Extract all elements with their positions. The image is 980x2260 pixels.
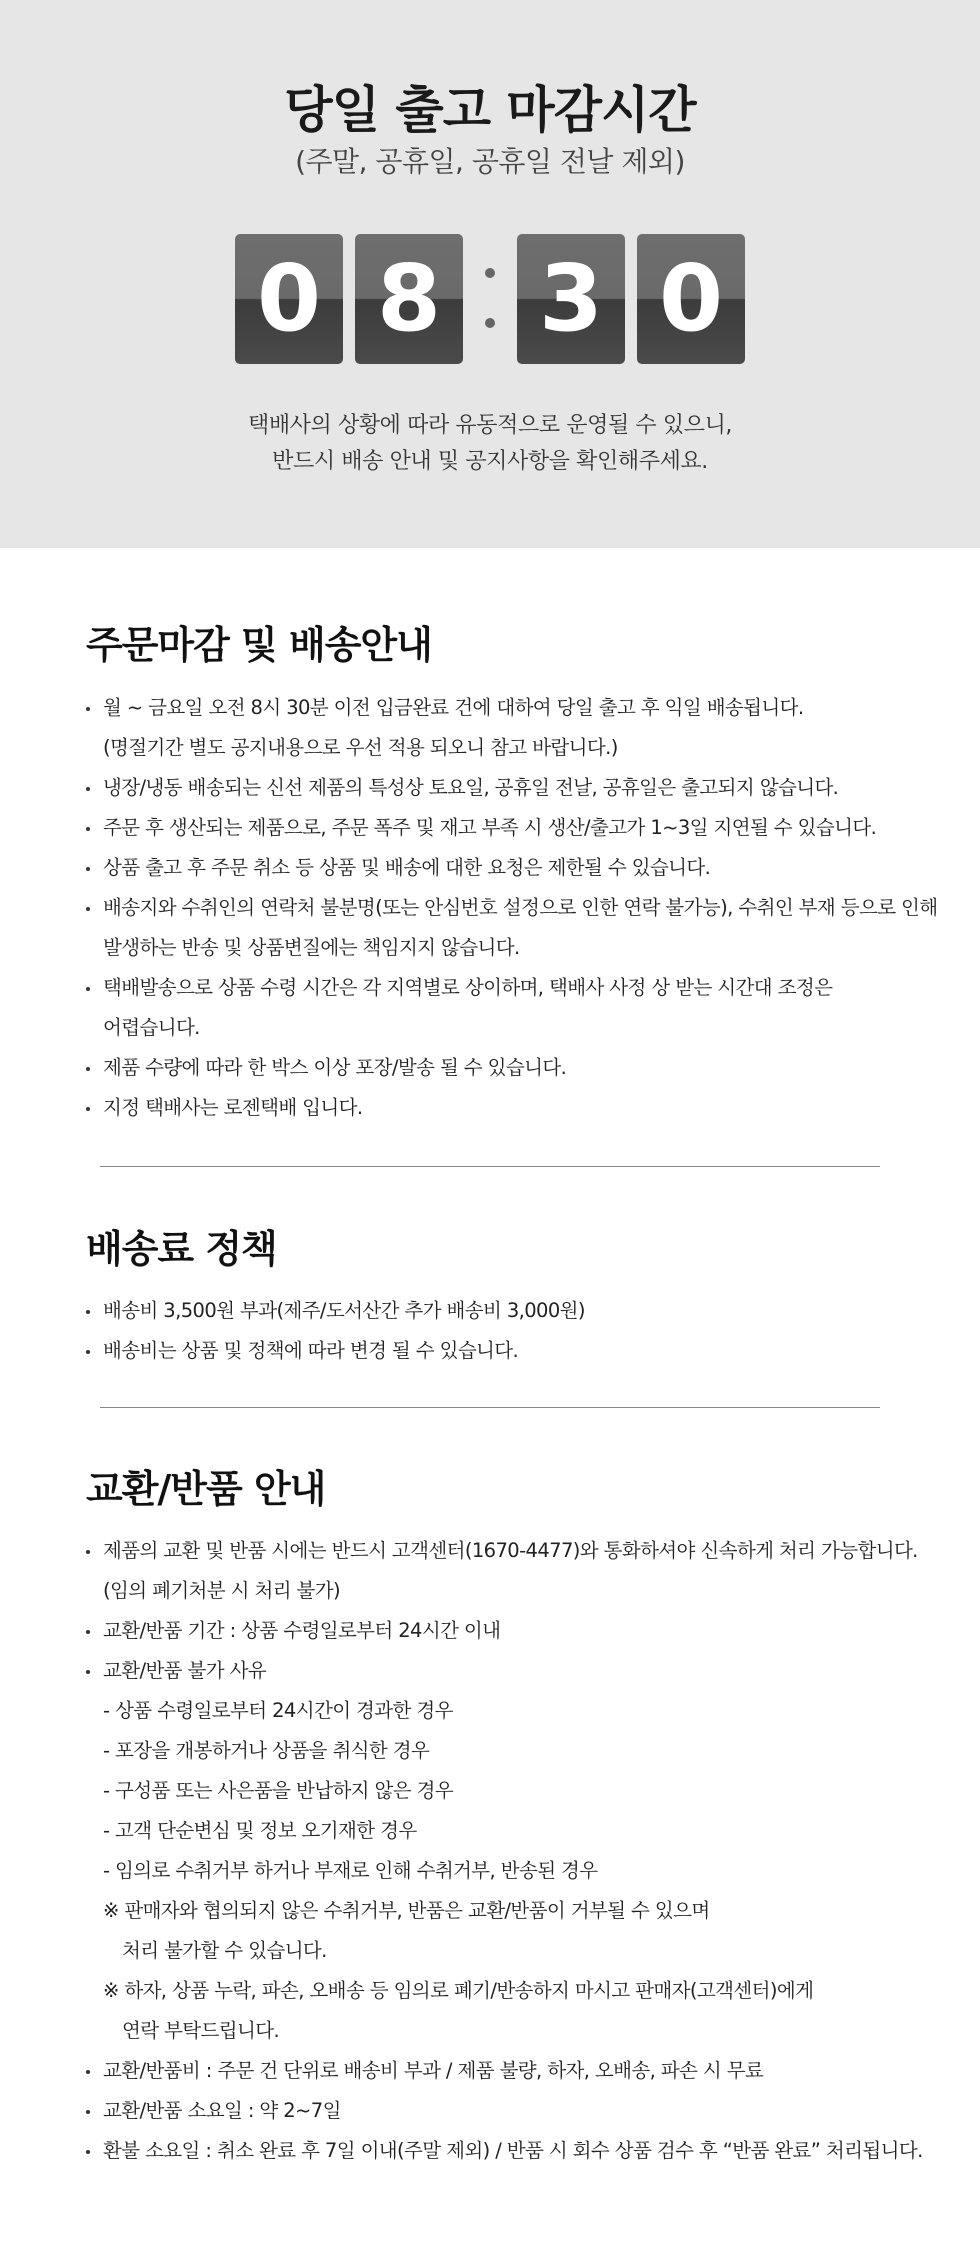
bullet-dot (86, 1310, 90, 1314)
bullet-dot (86, 2070, 90, 2074)
fee-line: 배송비 3,500원 부과(제주/도서산간 추가 배송비 3,000원) (103, 1299, 585, 1322)
return-line: 환불 소요일 : 취소 완료 후 7일 이내(주말 제외) / 반품 시 회수 상품 검수 후 “반품 완료” 처리됩니다. (103, 2139, 923, 2162)
order-line: (명절기간 별도 공지내용으로 우선 적용 되오니 참고 바랍니다.) (103, 736, 618, 759)
order-line: 지정 택배사는 로젠택배 입니다. (103, 1096, 363, 1119)
return-line: (임의 폐기처분 시 처리 불가) (103, 1579, 341, 1602)
bullet-dot (86, 2110, 90, 2114)
bullet-dot (86, 1670, 90, 1674)
bullet-dot (86, 987, 90, 991)
fee-line: 배송비는 상품 및 정책에 따라 변경 될 수 있습니다. (103, 1339, 519, 1362)
return-note: 처리 불가할 수 있습니다. (122, 1939, 327, 1962)
hero-note-line-2: 반드시 배송 안내 및 공지사항을 확인해주세요. (272, 449, 708, 474)
countdown-digit-hour-tens: 0 (235, 234, 343, 364)
bullet-dot (86, 827, 90, 831)
return-subline: - 상품 수령일로부터 24시간이 경과한 경우 (103, 1699, 453, 1722)
countdown-digit-minute-tens: 3 (517, 234, 625, 364)
bullet-dot (86, 867, 90, 871)
cutoff-hero (0, 0, 980, 548)
order-line: 배송지와 수취인의 연락처 불분명(또는 안심번호 설정으로 인한 연락 불가능), 수취인 부재 등으로 인해 (103, 896, 938, 919)
order-line: 어렵습니다. (103, 1016, 200, 1039)
bullet-dot (86, 787, 90, 791)
return-section-title: 교환/반품 안내 (86, 1467, 326, 1511)
section-divider (100, 1166, 880, 1167)
order-line: 제품 수량에 따라 한 박스 이상 포장/발송 될 수 있습니다. (103, 1056, 567, 1079)
bullet-dot (86, 907, 90, 911)
return-note: ※ 판매자와 협의되지 않은 수취거부, 반품은 교환/반품이 거부될 수 있으며 (103, 1899, 710, 1922)
hero-title: 당일 출고 마감시간 (284, 81, 696, 139)
order-line: 발생하는 반송 및 상품변질에는 책임지지 않습니다. (103, 936, 520, 959)
hero-note-line-1: 택배사의 상황에 따라 유동적으로 운영될 수 있으니, (247, 413, 733, 438)
fee-section-title: 배송료 정책 (86, 1227, 277, 1271)
bullet-dot (86, 2150, 90, 2154)
order-line: 냉장/냉동 배송되는 신선 제품의 특성상 토요일, 공휴일 전날, 공휴일은 출고되지 않습니다. (103, 776, 839, 799)
section-divider (100, 1407, 880, 1408)
bullet-dot (86, 1350, 90, 1354)
return-line: 교환/반품비 : 주문 건 단위로 배송비 부과 / 제품 불량, 하자, 오배송, 파손 시 무료 (103, 2059, 764, 2082)
bullet-dot (86, 1067, 90, 1071)
countdown-digit-hour-ones: 8 (355, 234, 463, 364)
return-subline: - 임의로 수취거부 하거나 부재로 인해 수취거부, 반송된 경우 (103, 1859, 598, 1882)
return-note: ※ 하자, 상품 누락, 파손, 오배송 등 임의로 폐기/반송하지 마시고 판매자(고객센터)에게 (103, 1979, 814, 2002)
order-line: 주문 후 생산되는 제품으로, 주문 폭주 및 재고 부족 시 생산/출고가 1~3일 지연될 수 있습니다. (103, 816, 877, 839)
order-line: 월 ~ 금요일 오전 8시 30분 이전 입금완료 건에 대하여 당일 출고 후 익일 배송됩니다. (103, 696, 804, 719)
return-line: 교환/반품 불가 사유 (103, 1659, 267, 1682)
return-subline: - 고객 단순변심 및 정보 오기재한 경우 (103, 1819, 417, 1842)
bullet-dot (86, 707, 90, 711)
return-line: 교환/반품 기간 : 상품 수령일로부터 24시간 이내 (103, 1619, 501, 1642)
order-section-title: 주문마감 및 배송안내 (86, 623, 432, 667)
bullet-dot (86, 1630, 90, 1634)
order-line: 택배발송으로 상품 수령 시간은 각 지역별로 상이하며, 택배사 사정 상 받는 시간대 조정은 (103, 976, 833, 999)
return-line: 제품의 교환 및 반품 시에는 반드시 고객센터(1670-4477)와 통화하셔야 신속하게 처리 가능합니다. (103, 1539, 918, 1562)
colon-top-dot (485, 268, 495, 278)
return-note: 연락 부탁드립니다. (122, 2019, 280, 2042)
return-subline: - 포장을 개봉하거나 상품을 취식한 경우 (103, 1739, 430, 1762)
order-line: 상품 출고 후 주문 취소 등 상품 및 배송에 대한 요청은 제한될 수 있습니다. (103, 856, 711, 879)
return-subline: - 구성품 또는 사은품을 반납하지 않은 경우 (103, 1779, 454, 1802)
bullet-dot (86, 1107, 90, 1111)
colon-bottom-dot (485, 318, 495, 328)
return-line: 교환/반품 소요일 : 약 2~7일 (103, 2099, 341, 2122)
bullet-dot (86, 1550, 90, 1554)
hero-subtitle: (주말, 공휴일, 공휴일 전날 제외) (295, 145, 685, 178)
countdown-digit-minute-ones: 0 (637, 234, 745, 364)
